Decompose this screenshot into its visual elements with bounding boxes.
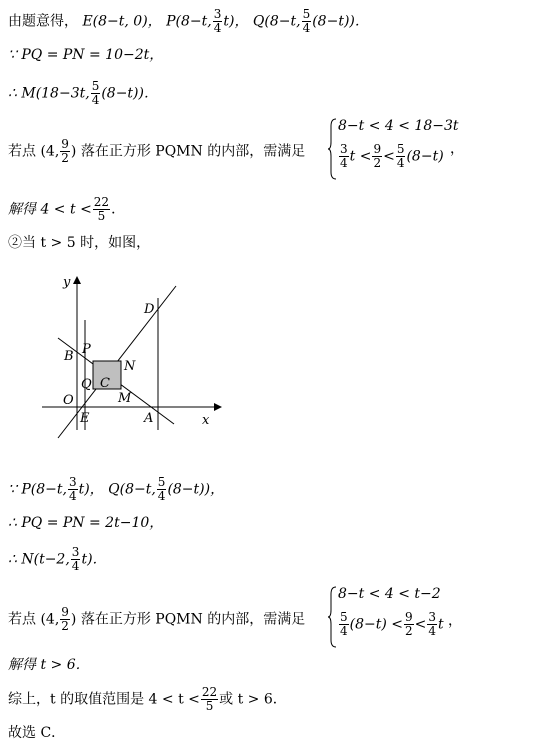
line-9 [8,546,107,573]
fraction: $\frac{5}{4}$ [302,7,311,35]
label-D: D [144,302,155,317]
comma: ， [450,141,464,157]
text: t < [349,148,372,165]
y-axis-arrow [73,276,81,284]
text: 由题意得， [8,13,78,30]
fraction: $\frac{5}{4}$ [91,79,100,107]
text: t)， Q(8−t, [78,481,156,498]
fraction: $\frac{22}{5}$ [93,195,110,223]
fraction: $\frac{5}{4}$ [340,610,348,638]
text: < [414,616,427,633]
case-1: 8−t < 4 < t−2 [338,586,441,602]
geometry-figure [38,268,228,440]
label-x: x [202,413,210,428]
case-2 [338,611,444,638]
label-P: P [82,342,91,357]
text: ∵ P(8−t, [8,481,67,498]
line-3 [8,80,158,107]
text: (8−t))． [312,13,369,30]
label-A: A [144,411,154,426]
fraction: $\frac{3}{4}$ [71,545,80,573]
line-1 [8,8,369,35]
fraction: $\frac{5}{4}$ [157,475,166,503]
line-4 [8,138,305,165]
text: ． [111,201,126,218]
text: (8−t) [406,148,444,165]
text: (8−t) < [349,616,404,633]
line-7 [8,476,224,503]
comma: ， [448,613,462,629]
text: 若点 (4, [8,143,60,160]
text: ) 落在正方形 PQMN 的内部，需满足 [70,143,306,160]
label-C: C [100,376,110,391]
fraction: $\frac{9}{2}$ [61,137,69,165]
fraction: $\frac{3}{4}$ [428,610,437,638]
line-12 [8,686,287,713]
point-Q-expr: Q(8−t, [252,13,301,30]
text: (8−t))， [167,481,225,498]
text: ) 落在正方形 PQMN 的内部，需满足 [70,611,306,628]
text: < [383,148,395,165]
text: t)， [223,13,249,30]
fraction: $\frac{3}{4}$ [213,7,222,35]
text: (8−t))． [101,85,158,102]
point-E-expr: E(8−t, 0)， [82,13,162,30]
fraction: $\frac{3}{4}$ [340,142,348,170]
text: 综上，t 的取值范围是 4 < t < [8,691,200,708]
line-8: ∴ PQ = PN = 2t−10， [8,515,164,531]
line-13: 故选 C． [8,725,66,741]
line-10 [8,606,305,633]
fraction: $\frac{9}{2}$ [373,142,382,170]
text: 若点 (4, [8,611,60,628]
label-N: N [124,359,136,374]
fraction: $\frac{5}{4}$ [396,142,405,170]
point-P-expr: P(8−t, [166,13,212,30]
label-y: y [63,275,71,290]
text: 或 t > 6． [219,691,287,708]
fraction: $\frac{3}{4}$ [68,475,77,503]
label-O: O [63,393,74,408]
label-M: M [118,391,132,406]
x-axis-arrow [214,403,222,411]
left-brace [328,586,338,648]
label-Q: Q [81,377,92,392]
line-5 [8,196,125,223]
text: t)． [81,551,107,568]
left-brace [328,118,338,180]
text: 解得 4 < t < [8,201,92,218]
text: ∴ N(t−2, [8,551,70,568]
fraction: $\frac{9}{2}$ [61,605,69,633]
case-2 [338,143,444,170]
text: t [438,616,444,633]
fraction: $\frac{22}{5}$ [201,685,218,713]
fraction: $\frac{9}{2}$ [405,610,413,638]
text: ∴ M(18−3t, [8,85,90,102]
label-B: B [64,349,74,364]
line-2: ∵ PQ = PN = 10−2t， [8,47,164,63]
case-1: 8−t < 4 < 18−3t [338,118,459,134]
label-E: E [80,411,90,426]
line-11: 解得 t > 6． [8,657,90,673]
line-6: ②当 t > 5 时，如图， [8,235,151,251]
